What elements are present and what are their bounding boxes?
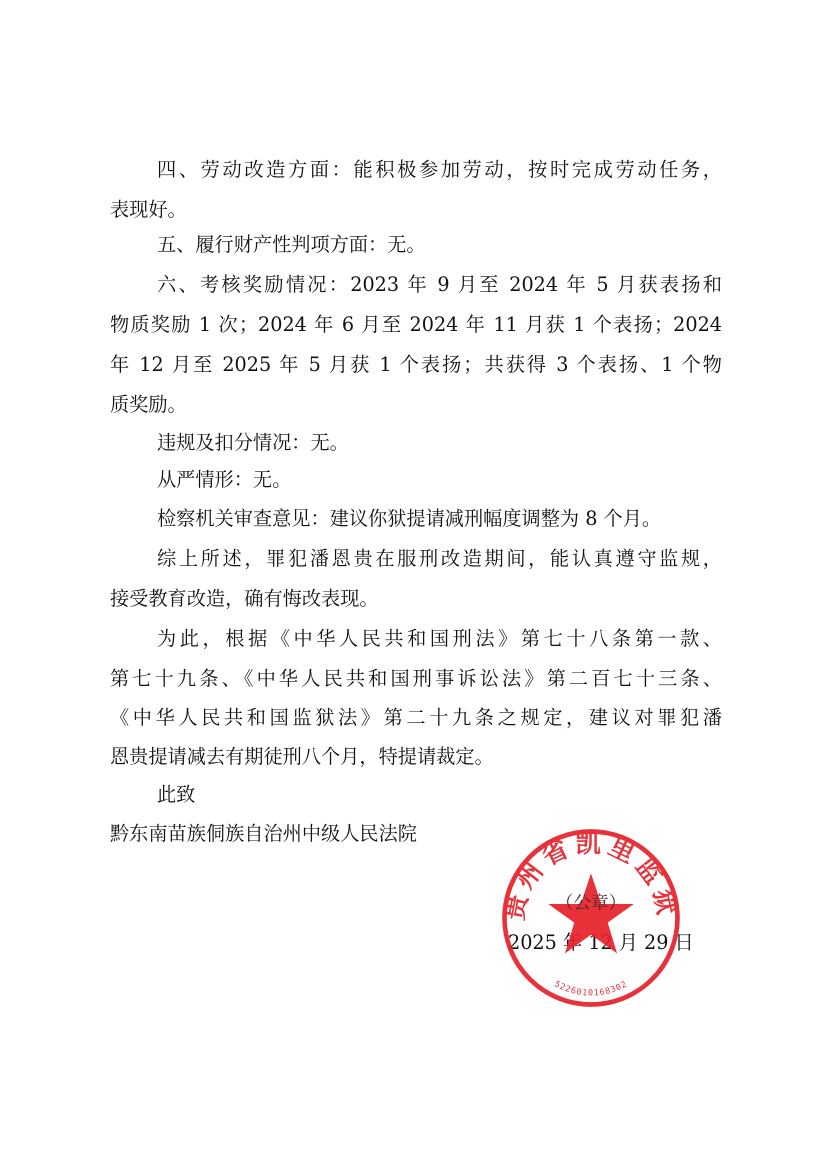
paragraph-procuratorate: 检察机关审查意见：建议你狱提请减刑幅度调整为 8 个月。 xyxy=(157,507,662,530)
paragraph-strict: 从严情形：无。 xyxy=(157,468,292,491)
closing-recipient: 黔东南苗族侗族自治州中级人民法院 xyxy=(110,822,417,845)
paragraph-reward-line3: 年 12 月至 2025 年 5 月获 1 个表扬；共获得 3 个表扬、1 个物 xyxy=(110,353,722,376)
paragraph-reward-line4: 质奖励。 xyxy=(110,393,187,416)
seal-serial-number: 5226010168302 xyxy=(553,978,629,998)
seal-label: （公章） xyxy=(555,893,627,914)
paragraph-basis-line3: 《中华人民共和国监狱法》第二十九条之规定，建议对罪犯潘 xyxy=(110,706,722,729)
paragraph-labor-line2: 表现好。 xyxy=(110,198,187,221)
official-seal xyxy=(498,825,684,1011)
paragraph-basis-line1: 为此，根据《中华人民共和国刑法》第七十八条第一款、 xyxy=(157,627,722,650)
paragraph-basis-line2: 第七十九条、《中华人民共和国刑事诉讼法》第二百七十三条、 xyxy=(110,667,722,690)
paragraph-reward-line2: 物质奖励 1 次；2024 年 6 月至 2024 年 11 月获 1 个表扬；2024 xyxy=(110,313,722,336)
paragraph-violation: 违规及扣分情况：无。 xyxy=(157,431,349,454)
document-date: 2025 年 12 月 29 日 xyxy=(508,931,694,954)
paragraph-summary-line1: 综上所述，罪犯潘恩贵在服刑改造期间，能认真遵守监规， xyxy=(157,547,722,570)
closing-salutation: 此致 xyxy=(157,783,196,806)
paragraph-summary-line2: 接受教育改造，确有悔改表现。 xyxy=(110,587,379,610)
seal-org-text: 贵州省凯里监狱 xyxy=(499,829,683,923)
paragraph-reward-line1: 六、考核奖励情况：2023 年 9 月至 2024 年 5 月获表扬和 xyxy=(157,273,722,296)
paragraph-labor-line1: 四、劳动改造方面：能积极参加劳动，按时完成劳动任务， xyxy=(157,158,722,181)
paragraph-basis-line4: 恩贵提请减去有期徒刑八个月，特提请裁定。 xyxy=(110,745,494,768)
paragraph-property: 五、履行财产性判项方面：无。 xyxy=(157,233,426,256)
